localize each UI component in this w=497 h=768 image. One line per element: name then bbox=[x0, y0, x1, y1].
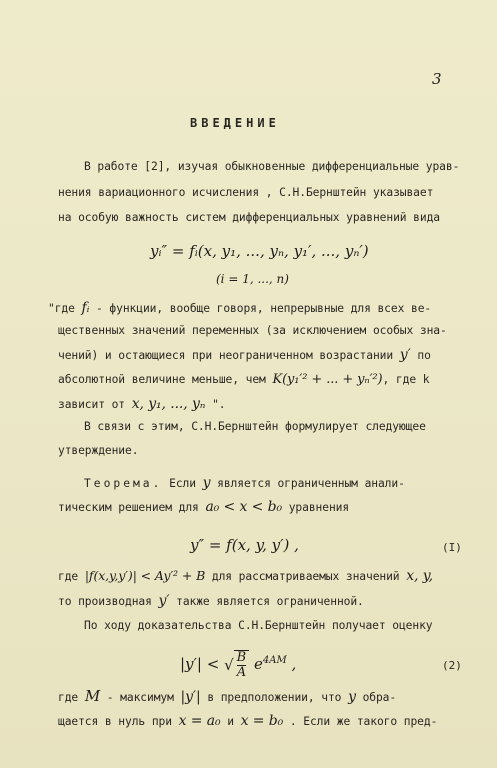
para2-l5c: ". bbox=[205, 398, 226, 411]
last-l1b: M bbox=[84, 687, 101, 705]
estimate-left: |y′| < bbox=[180, 655, 220, 673]
theorem-l2a: тическим решением для bbox=[58, 501, 206, 514]
last-l1a: где bbox=[58, 691, 85, 704]
theorem-l1a: Если bbox=[162, 477, 203, 490]
para4-line: По ходу доказательства С.Н.Бернштейн получает оценку bbox=[84, 619, 433, 632]
para2-line-3 bbox=[58, 348, 431, 363]
sqrt-sign: √ bbox=[224, 656, 234, 674]
para2-l1a: "где bbox=[48, 302, 82, 315]
theorem-l2c: уравнения bbox=[282, 501, 350, 514]
para2-l1c: - функции, вообще говоря, непрерывные для всех ве- bbox=[89, 302, 432, 315]
theorem-l2b: a₀ < x < b₀ bbox=[205, 499, 283, 515]
para2-line-1 bbox=[48, 301, 431, 316]
cond-l2c: также является ограниченной. bbox=[169, 595, 364, 608]
formula-system-condition: (i = 1, ..., n) bbox=[216, 272, 289, 286]
text-line-3: на особую важность систем дифференциальных уравнений вида bbox=[58, 211, 440, 224]
last-l1g: обра- bbox=[355, 691, 397, 704]
fraction-numerator: B bbox=[236, 650, 247, 665]
estimate-comma: , bbox=[291, 655, 297, 673]
cond-l1d: x, y, bbox=[406, 568, 434, 584]
theorem-l1c: является ограниченным анали- bbox=[210, 477, 405, 490]
equation-1: y″ = f(x, y, y′) , bbox=[190, 536, 299, 554]
para2-line-2: щественных значений переменных (за исключением особых зна- bbox=[58, 324, 447, 337]
last-l1c: - максимум bbox=[100, 691, 181, 704]
text-line-1: В работе [2], изучая обыкновенные дифференциальные урав- bbox=[84, 160, 460, 173]
cond-l1a: где bbox=[58, 570, 85, 583]
text-line-2: нения вариационного исчисления , С.Н.Бернштейн указывает bbox=[58, 186, 434, 199]
cond-l1b: |f(x,y,y′)| < Ay′² + B bbox=[84, 568, 206, 583]
cond-l1c: для рассматриваемых значений bbox=[205, 570, 407, 583]
exp-base: e bbox=[254, 655, 263, 673]
para2-l4a: абсолютной величине меньше, чем bbox=[58, 373, 273, 386]
cond-line-1 bbox=[58, 569, 433, 584]
fraction-denominator: A bbox=[236, 665, 247, 680]
para2-l5a: зависит от bbox=[58, 398, 132, 411]
cond-line-2 bbox=[58, 594, 364, 609]
equation-1-number: (I) bbox=[442, 541, 462, 554]
exponent: 4AM bbox=[262, 655, 287, 666]
para3-line-2: утверждение. bbox=[58, 444, 139, 457]
estimate-formula bbox=[180, 650, 296, 680]
last-l1e: в предположении, что bbox=[200, 691, 349, 704]
cond-l2a: то производная bbox=[58, 595, 159, 608]
para2-line-5 bbox=[58, 397, 225, 412]
theorem-label: Теорема. bbox=[84, 477, 163, 490]
para3-line-1: В связи с этим, С.Н.Бернштейн формулирует следующее bbox=[84, 420, 426, 433]
page-number: 3 bbox=[432, 70, 442, 88]
para2-l5b: x, y₁, ..., yₙ bbox=[131, 396, 206, 412]
sqrt-radicand bbox=[234, 650, 250, 680]
last-l2b: x = a₀ bbox=[178, 713, 221, 729]
para2-l3a: чений) и остающиеся при неограниченном возрастании bbox=[58, 349, 400, 362]
equation-2-number: (2) bbox=[442, 659, 462, 672]
last-l1f: y bbox=[348, 689, 356, 705]
last-line-1 bbox=[58, 689, 396, 705]
para2-l4c: , где k bbox=[382, 373, 430, 386]
theorem-l1b: y bbox=[202, 475, 211, 491]
last-l2a: щается в нуль при bbox=[58, 715, 179, 728]
last-line-2 bbox=[58, 714, 437, 729]
theorem-line-2 bbox=[58, 500, 349, 515]
para2-l3c: по bbox=[410, 349, 431, 362]
last-l1d: |y′| bbox=[180, 689, 201, 705]
para2-l4b: K(y₁′² + ... + yₙ′²) bbox=[272, 372, 383, 387]
section-title: ВВЕДЕНИЕ bbox=[190, 116, 280, 130]
last-l2c: и bbox=[220, 715, 241, 728]
last-l2d: x = b₀ bbox=[240, 713, 284, 729]
last-l2e: . Если же такого пред- bbox=[283, 715, 438, 728]
formula-system: yᵢ″ = fᵢ(x, y₁, ..., yₙ, y₁′, ..., yₙ′) bbox=[150, 242, 369, 260]
para2-l1b: fᵢ bbox=[81, 300, 90, 316]
cond-l2b: y′ bbox=[158, 593, 170, 609]
theorem-line-1 bbox=[84, 476, 405, 491]
para2-line-4 bbox=[58, 373, 429, 387]
para2-l3b: y′ bbox=[399, 347, 411, 363]
